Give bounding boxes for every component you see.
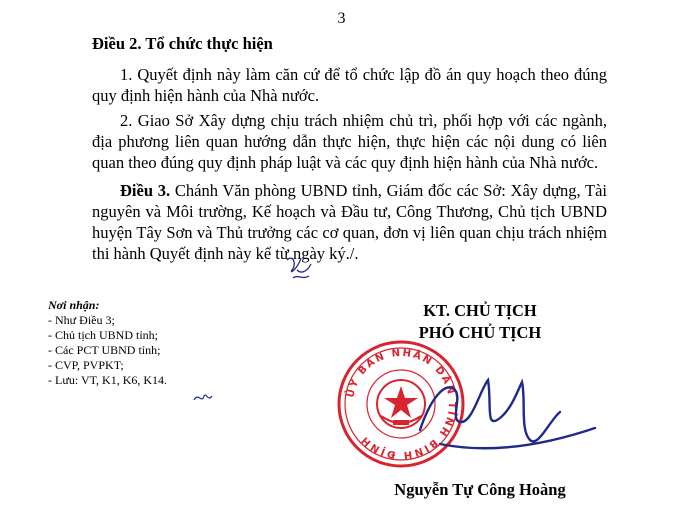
article-3-paragraph (92, 180, 607, 264)
article-2-paragraph-2: 2. Giao Sở Xây dựng chịu trách nhiệm chủ trì, phối hợp với các ngành, địa phương liên quan hướng dẫn thực hiện, thực hiện các nội dung có liên quan theo đúng quy định pháp luật và các quy định hiện hành của Nhà nước. (92, 111, 607, 172)
article-3-label: Điều 3. (120, 181, 171, 200)
signer-name: Nguyễn Tự Công Hoàng (394, 480, 566, 499)
article-2-heading: Điều 2. Tổ chức thực hiện (92, 34, 273, 53)
recipient-item: - Lưu: VT, K1, K6, K14. (48, 373, 168, 387)
recipient-initial-icon (192, 388, 214, 406)
article-2-paragraph-1: 1. Quyết định này làm căn cứ để tổ chức lập đồ án quy hoạch theo đúng quy định hiện hành của Nhà nước. (92, 65, 607, 105)
svg-text:ỦY BAN NHÂN DÂN TỈNH BÌNH ĐỊNH: ỦY BAN NHÂN DÂN TỈNH BÌNH ĐỊNH (345, 347, 458, 461)
signature-line-1: KT. CHỦ TỊCH (423, 301, 537, 320)
recipient-item: - CVP, PVPKT; (48, 358, 124, 372)
signature-line-2: PHÓ CHỦ TỊCH (418, 323, 542, 342)
recipient-item: - Các PCT UBND tỉnh; (48, 343, 161, 357)
recipients-title: Nơi nhận: (48, 298, 100, 312)
page-number: 3 (337, 10, 346, 27)
article-3-text: Chánh Văn phòng UBND tỉnh, Giám đốc các Sở: Xây dựng, Tài nguyên và Môi trường, Kế hoạch và Đầu tư, Công Thương, Chủ tịch UBND huyện Tây Sơn và Thủ trưởng các cơ quan, đơn vị liên quan chịu trách nhiệm thi hành Quyết định này kể từ ngày ký./. (92, 181, 608, 263)
recipient-item: - Như Điều 3; (48, 313, 115, 327)
initial-mark-icon (283, 250, 315, 284)
recipients-block (48, 298, 167, 388)
handwritten-signature-icon (400, 360, 600, 460)
recipient-item: - Chủ tịch UBND tỉnh; (48, 328, 158, 342)
